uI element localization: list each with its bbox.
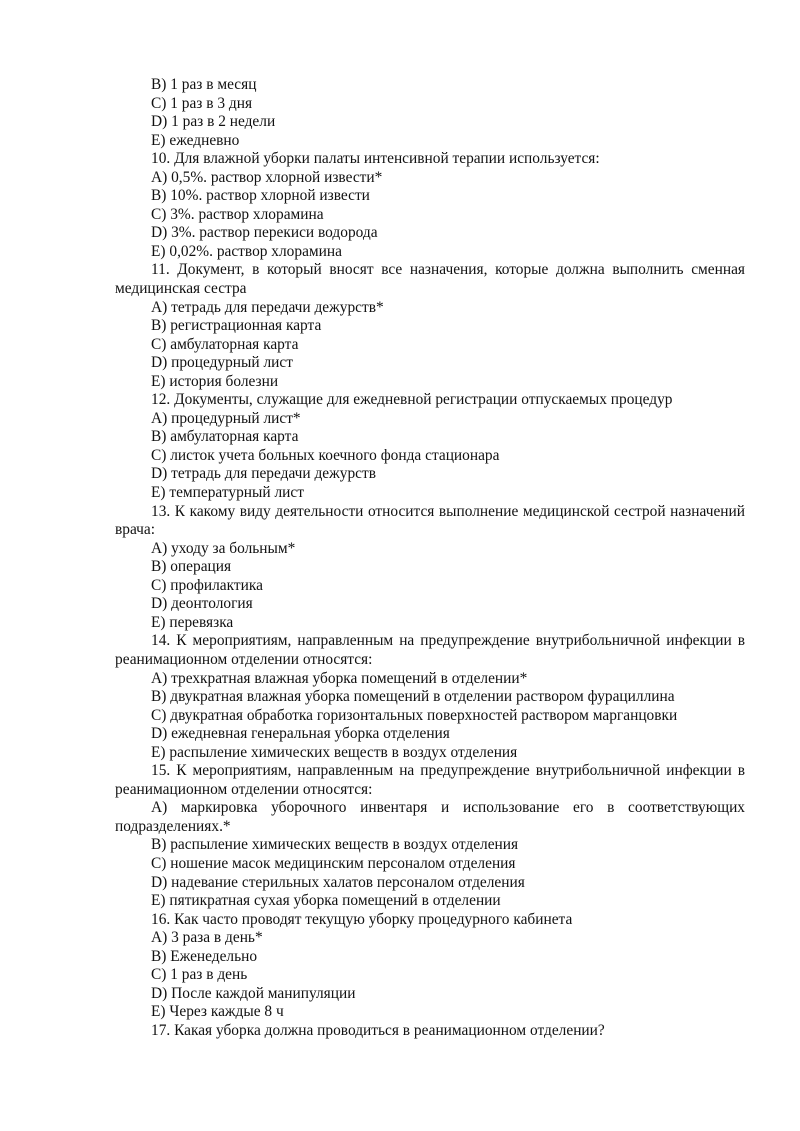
question-text: 17. Какая уборка должна проводиться в реанимационном отделении? [151, 1021, 605, 1039]
answer-option: C) двукратная обработка горизонтальных поверхностей раствором марганцовки [151, 706, 678, 724]
answer-option: A) тетрадь для передачи дежурств* [151, 298, 384, 316]
answer-option: A) 0,5%. раствор хлорной извести* [151, 168, 383, 186]
document-body [115, 76, 749, 1040]
question-text: 15. К мероприятиям, направленным на предупреждение внутрибольничной инфекции в реанимационном отделении относятся: [115, 762, 749, 798]
answer-option: B) амбулаторная карта [151, 428, 299, 446]
answer-option: E) распыление химических веществ в воздух отделения [151, 743, 518, 761]
answer-option: B) двукратная влажная уборка помещений в отделении раствором фурациллина [151, 688, 675, 706]
answer-option: D) После каждой манипуляции [151, 984, 356, 1002]
answer-option: B) распыление химических веществ в воздух отделения [151, 836, 519, 854]
answer-option: D) тетрадь для передачи дежурств [151, 465, 376, 483]
answer-option: E) ежедневно [151, 131, 240, 149]
answer-option: D) 1 раз в 2 недели [151, 113, 276, 131]
answer-option: B) 10%. раствор хлорной извести [151, 187, 370, 205]
answer-option: A) уходу за больным* [151, 539, 296, 557]
answer-option: D) 3%. раствор перекиси водорода [151, 224, 378, 242]
answer-option: E) Через каждые 8 ч [151, 1003, 284, 1021]
question-text: 11. Документ, в который вносят все назначения, которые должна выполнить сменная медицинская сестра [115, 261, 749, 298]
answer-option: C) 3%. раствор хлорамина [151, 205, 324, 223]
answer-option: C) 1 раз в 3 дня [151, 94, 253, 112]
answer-option: C) листок учета больных коечного фонда стационара [151, 446, 500, 464]
question-text: 13. К какому виду деятельности относится выполнение медицинской сестрой назначений врача: [115, 502, 749, 539]
answer-option: E) перевязка [151, 613, 234, 631]
answer-option: B) Еженедельно [151, 947, 258, 965]
answer-option: D) деонтология [151, 595, 253, 613]
answer-option: C) ношение масок медицинским персоналом отделения [151, 854, 516, 872]
answer-option: A) 3 раза в день* [151, 929, 263, 947]
question-text: 16. Как часто проводят текущую уборку процедурного кабинета [151, 910, 573, 928]
answer-option: A) процедурный лист* [151, 409, 301, 427]
answer-option: E) пятикратная сухая уборка помещений в отделении [151, 892, 501, 910]
answer-option: D) процедурный лист [151, 354, 293, 372]
question-text: A) маркировка уборочного инвентаря и использование его в соответствующих подразделениях.* [115, 799, 749, 835]
answer-option: E) история болезни [151, 372, 279, 390]
question-text: 14. К мероприятиям, направленным на предупреждение внутрибольничной инфекции в реанимационном отделении относятся: [115, 632, 749, 668]
answer-option: A) трехкратная влажная уборка помещений в отделении* [151, 669, 528, 687]
question-text: 10. Для влажной уборки палаты интенсивной терапии используется: [151, 150, 600, 168]
answer-option: C) профилактика [151, 576, 263, 594]
answer-option: E) 0,02%. раствор хлорамина [151, 242, 342, 260]
answer-option: C) амбулаторная карта [151, 335, 299, 353]
question-text: 12. Документы, служащие для ежедневной регистрации отпускаемых процедур [151, 391, 673, 409]
answer-option: D) надевание стерильных халатов персоналом отделения [151, 873, 525, 891]
answer-option: B) регистрационная карта [151, 317, 322, 335]
answer-option: C) 1 раз в день [151, 966, 248, 984]
answer-option: B) 1 раз в месяц [151, 76, 257, 93]
answer-option: B) операция [151, 558, 232, 576]
answer-option: D) ежедневная генеральная уборка отделения [151, 725, 450, 743]
answer-option: E) температурный лист [151, 484, 304, 502]
